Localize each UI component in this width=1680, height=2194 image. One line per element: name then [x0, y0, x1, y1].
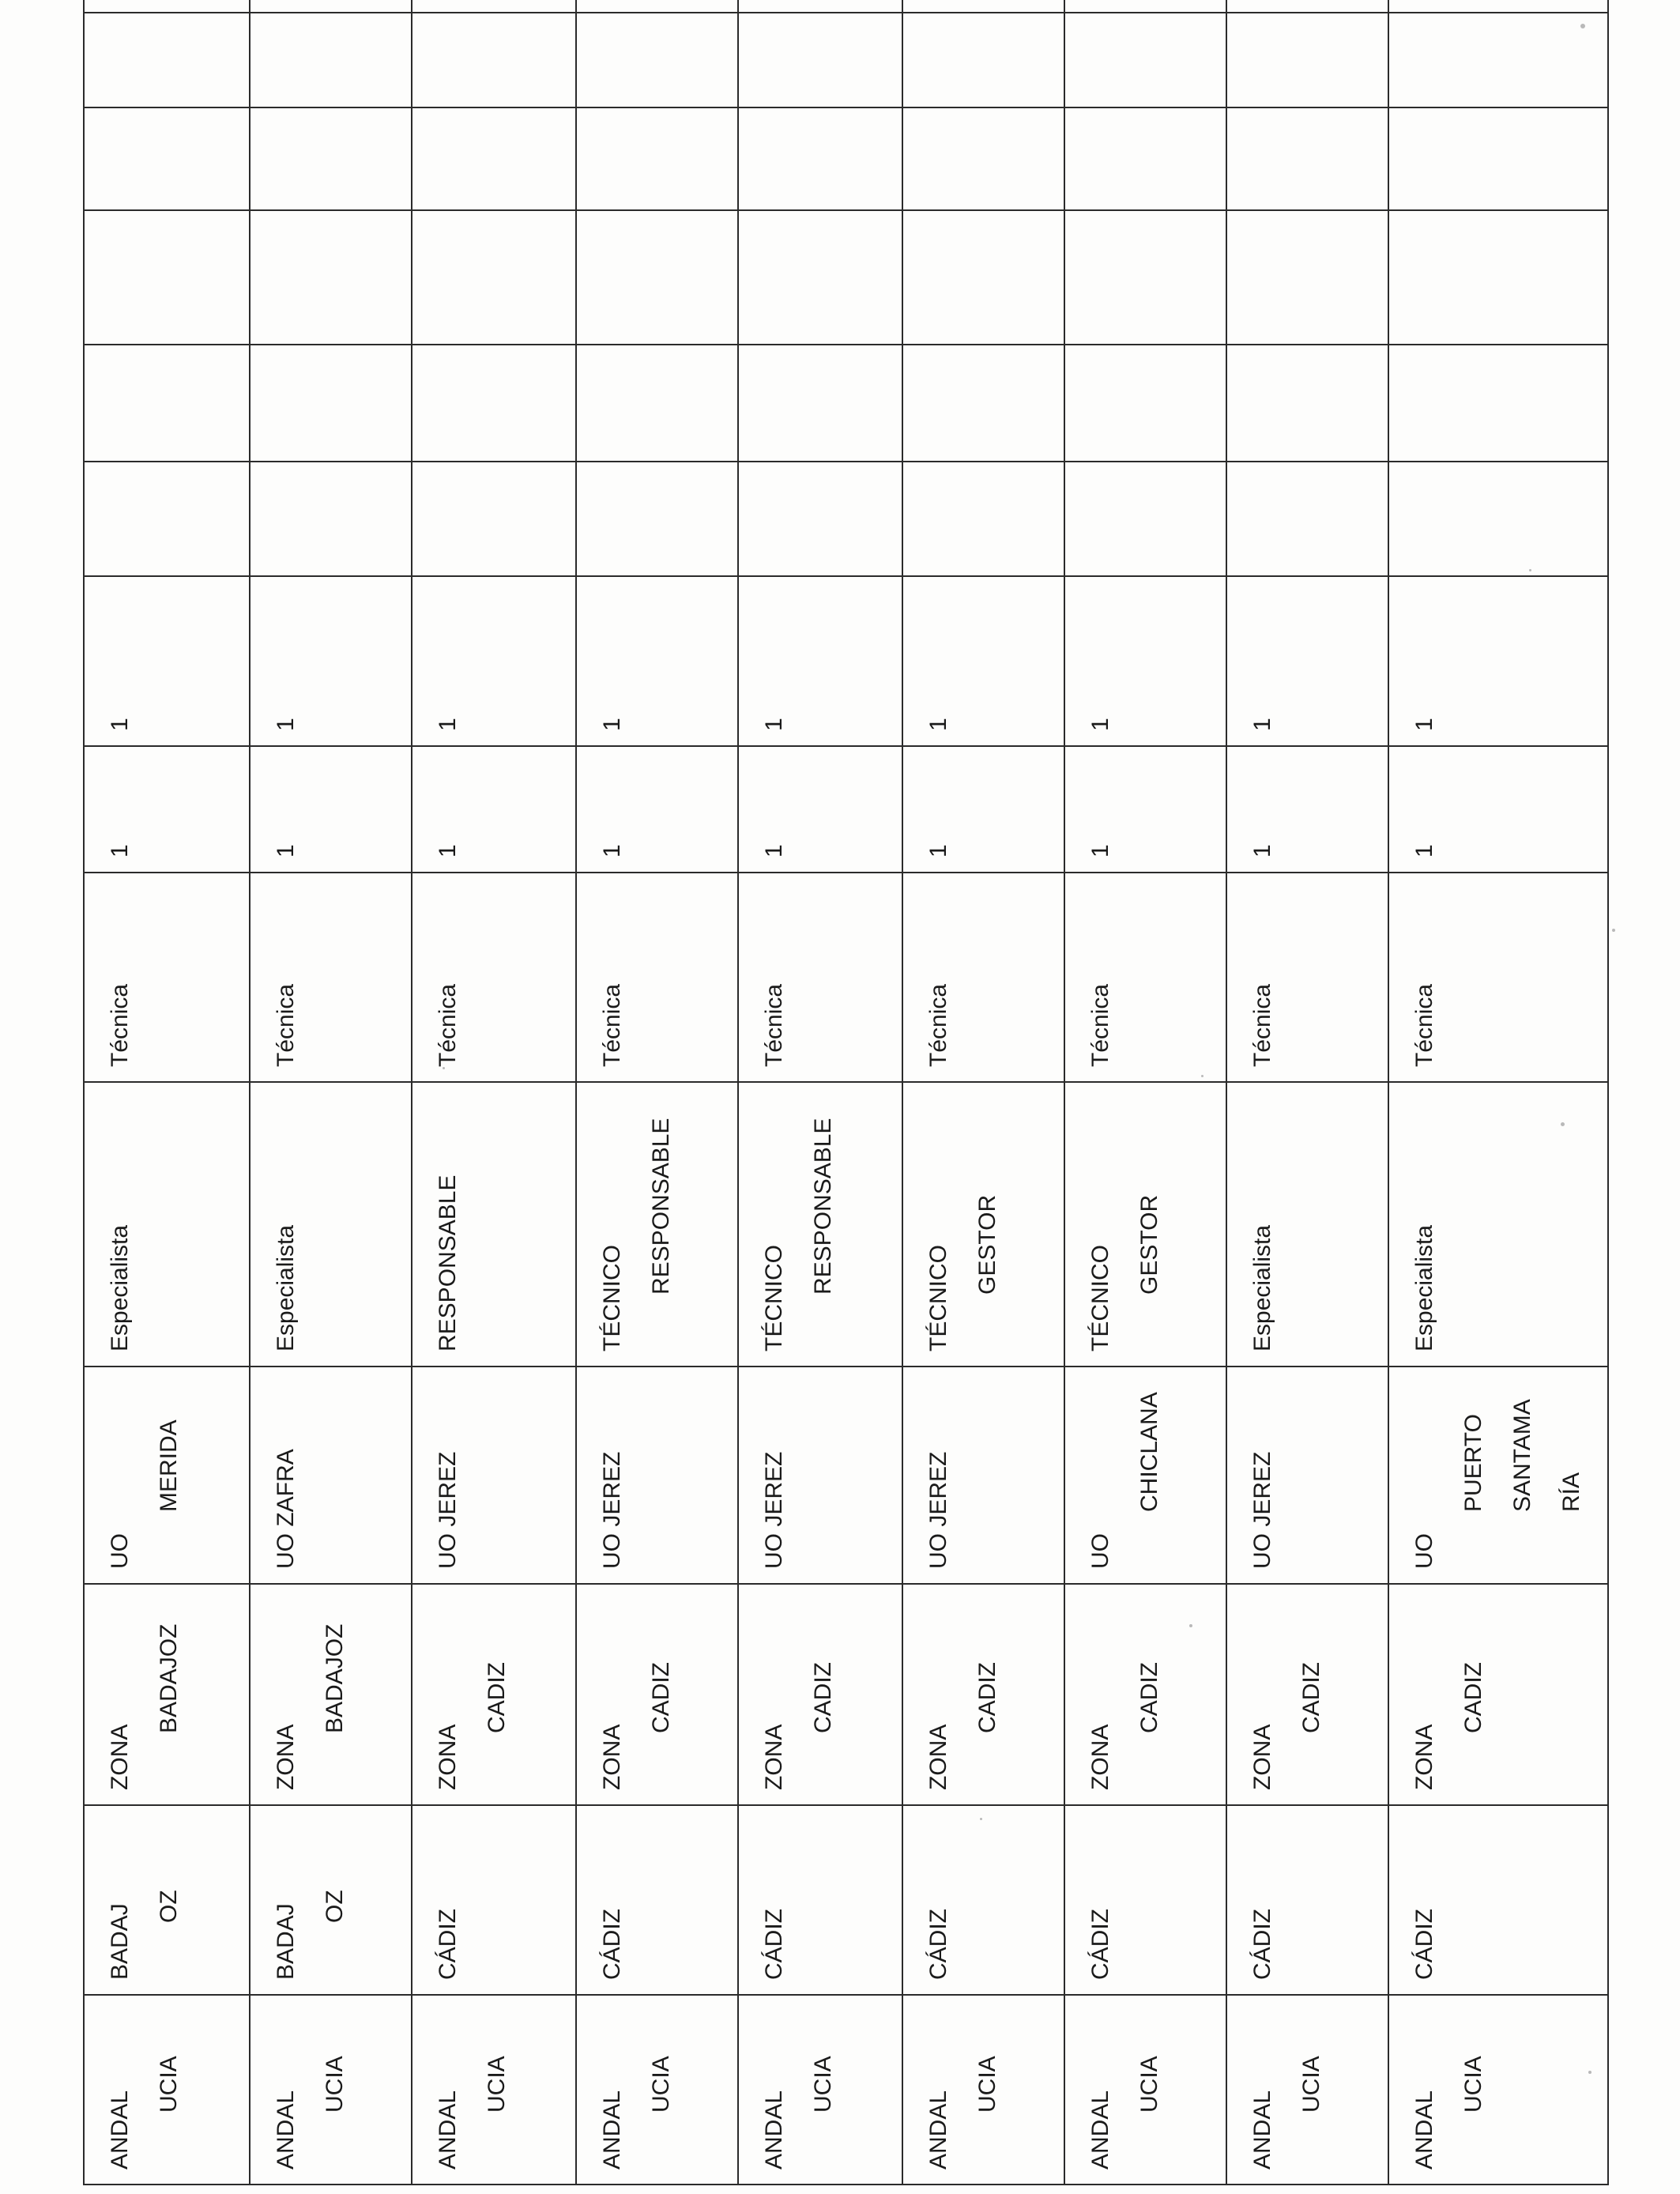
table-cell — [250, 576, 412, 746]
cell-text: UCIA — [322, 2056, 348, 2113]
cell-text: CÁDIZ — [1087, 1909, 1113, 1980]
cell-text: BADAJ — [273, 1903, 299, 1980]
cell-text: 1 — [273, 718, 299, 731]
table-cell — [1388, 873, 1608, 1082]
table-cell — [1388, 1584, 1608, 1805]
table-cell — [412, 210, 576, 345]
table-row — [84, 0, 250, 2185]
cell-text: CADIZ — [810, 1662, 836, 1733]
cell-text: CÁDIZ — [435, 1909, 461, 1980]
table-body — [84, 0, 1608, 2185]
table-cell — [902, 1367, 1064, 1584]
table-cell — [412, 576, 576, 746]
table-cell — [412, 0, 576, 13]
cell-text: 1 — [1087, 718, 1113, 731]
cell-text: Técnica — [273, 983, 299, 1067]
table-cell — [250, 746, 412, 873]
table-cell — [1388, 1995, 1608, 2185]
table-cell — [84, 1584, 250, 1805]
cell-text: UCIA — [974, 2056, 1000, 2113]
cell-text: UO — [1087, 1533, 1113, 1569]
table-cell — [576, 107, 738, 210]
table-cell — [412, 107, 576, 210]
table-cell — [738, 0, 902, 13]
cell-text: CADIZ — [1460, 1662, 1486, 1733]
scan-speck — [1189, 1624, 1192, 1627]
table-row — [576, 0, 738, 2185]
table-cell — [250, 210, 412, 345]
table-cell — [576, 1805, 738, 1995]
table-cell — [576, 1584, 738, 1805]
table-cell — [1064, 1995, 1226, 2185]
table-cell — [250, 873, 412, 1082]
table-cell — [412, 462, 576, 576]
table-cell — [250, 0, 412, 13]
cell-text: BADAJ — [107, 1903, 133, 1980]
table-cell — [738, 13, 902, 107]
table-cell — [902, 345, 1064, 462]
scan-speck — [1588, 2071, 1591, 2074]
table-row — [902, 0, 1064, 2185]
table-cell — [1226, 1082, 1388, 1367]
cell-text: ANDAL — [599, 2090, 625, 2169]
table-cell — [412, 873, 576, 1082]
cell-text: 1 — [599, 718, 625, 731]
table-cell — [250, 1584, 412, 1805]
table-cell — [412, 13, 576, 107]
cell-text: UO — [1411, 1533, 1437, 1569]
table-cell — [412, 1584, 576, 1805]
table-cell — [738, 576, 902, 746]
cell-text: BADAJOZ — [322, 1623, 348, 1733]
table-cell — [84, 345, 250, 462]
table-cell — [1388, 1805, 1608, 1995]
table-cell — [738, 873, 902, 1082]
cell-text: PUERTO — [1460, 1414, 1486, 1512]
table-cell — [1388, 0, 1608, 13]
cell-text: CÁDIZ — [925, 1909, 951, 1980]
cell-text: ANDAL — [107, 2090, 133, 2169]
cell-text: ZONA — [273, 1724, 299, 1790]
table-cell — [576, 13, 738, 107]
cell-text: BADAJOZ — [156, 1623, 182, 1733]
cell-text: Técnica — [599, 983, 625, 1067]
cell-text: Técnica — [925, 983, 951, 1067]
table-cell — [1388, 345, 1608, 462]
table-cell — [250, 1367, 412, 1584]
cell-text: GESTOR — [974, 1194, 1000, 1295]
cell-text: UCIA — [484, 2056, 510, 2113]
table-row — [738, 0, 902, 2185]
table-row — [1226, 0, 1388, 2185]
table-cell — [738, 1995, 902, 2185]
table-cell — [1064, 462, 1226, 576]
cell-text: RESPONSABLE — [648, 1118, 674, 1295]
cell-text: Técnica — [435, 983, 461, 1067]
table-cell — [412, 746, 576, 873]
cell-text: RÍA — [1558, 1472, 1584, 1512]
cell-text: ZONA — [925, 1724, 951, 1790]
cell-text: CADIZ — [1136, 1662, 1162, 1733]
table-cell — [902, 210, 1064, 345]
cell-text: ZONA — [1249, 1724, 1275, 1790]
cell-text: Técnica — [761, 983, 787, 1067]
cell-text: MERIDA — [156, 1419, 182, 1512]
cell-text: ANDAL — [925, 2090, 951, 2169]
table-cell — [84, 1995, 250, 2185]
table-cell — [576, 462, 738, 576]
cell-text: UCIA — [1136, 2056, 1162, 2113]
table-cell — [902, 1584, 1064, 1805]
cell-text: ANDAL — [1249, 2090, 1275, 2169]
table-cell — [1388, 1367, 1608, 1584]
table-cell — [576, 1082, 738, 1367]
cell-text: ZONA — [1087, 1724, 1113, 1790]
table-cell — [738, 462, 902, 576]
table-cell — [84, 107, 250, 210]
table-cell — [576, 873, 738, 1082]
cell-text: UCIA — [810, 2056, 836, 2113]
table-cell — [84, 210, 250, 345]
table-cell — [84, 1367, 250, 1584]
cell-text: UO JEREZ — [761, 1451, 787, 1569]
table-cell — [1064, 0, 1226, 13]
cell-text: ANDAL — [1087, 2090, 1113, 2169]
table-cell — [84, 873, 250, 1082]
table-cell — [738, 107, 902, 210]
table-cell — [1388, 107, 1608, 210]
cell-text: Especialista — [273, 1224, 299, 1351]
table-cell — [1226, 1367, 1388, 1584]
table-row — [412, 0, 576, 2185]
rotated-table-container — [83, 51, 1584, 2185]
data-table — [83, 0, 1609, 2185]
cell-text: 1 — [1087, 844, 1113, 858]
table-cell — [738, 210, 902, 345]
table-cell — [576, 1995, 738, 2185]
cell-text: CADIZ — [648, 1662, 674, 1733]
table-cell — [1388, 13, 1608, 107]
cell-text: CÁDIZ — [761, 1909, 787, 1980]
table-cell — [1226, 576, 1388, 746]
table-cell — [1226, 1584, 1388, 1805]
table-cell — [1226, 462, 1388, 576]
cell-text: Especialista — [107, 1224, 133, 1351]
table-cell — [1388, 746, 1608, 873]
table-cell — [902, 13, 1064, 107]
table-cell — [738, 1584, 902, 1805]
table-cell — [1064, 1805, 1226, 1995]
cell-text: CADIZ — [484, 1662, 510, 1733]
cell-text: OZ — [322, 1890, 348, 1923]
cell-text: OZ — [156, 1890, 182, 1923]
table-row — [1388, 0, 1608, 2185]
table-cell — [84, 0, 250, 13]
cell-text: GESTOR — [1136, 1194, 1162, 1295]
table-cell — [738, 746, 902, 873]
cell-text: UCIA — [648, 2056, 674, 2113]
cell-text: 1 — [1411, 718, 1437, 731]
scan-speck — [1201, 1075, 1203, 1077]
table-cell — [412, 1995, 576, 2185]
cell-text: ZONA — [1411, 1724, 1437, 1790]
table-cell — [738, 1082, 902, 1367]
cell-text: Especialista — [1249, 1224, 1275, 1351]
table-cell — [250, 1805, 412, 1995]
cell-text: ANDAL — [273, 2090, 299, 2169]
table-cell — [84, 462, 250, 576]
table-cell — [412, 1367, 576, 1584]
table-cell — [738, 1805, 902, 1995]
cell-text: 1 — [925, 844, 951, 858]
table-cell — [576, 576, 738, 746]
table-cell — [1226, 210, 1388, 345]
table-cell — [902, 107, 1064, 210]
cell-text: TÉCNICO — [599, 1245, 625, 1351]
cell-text: 1 — [761, 844, 787, 858]
table-cell — [84, 13, 250, 107]
cell-text: ANDAL — [761, 2090, 787, 2169]
cell-text: UO JEREZ — [925, 1451, 951, 1569]
table-cell — [1064, 1367, 1226, 1584]
cell-text: 1 — [107, 844, 133, 858]
table-cell — [902, 1082, 1064, 1367]
cell-text: UCIA — [156, 2056, 182, 2113]
cell-text: Técnica — [1087, 983, 1113, 1067]
cell-text: CADIZ — [1298, 1662, 1324, 1733]
cell-text: 1 — [273, 844, 299, 858]
cell-text: TÉCNICO — [925, 1245, 951, 1351]
table-cell — [902, 462, 1064, 576]
table-cell — [1064, 345, 1226, 462]
table-cell — [1064, 576, 1226, 746]
table-cell — [1226, 345, 1388, 462]
table-cell — [412, 1805, 576, 1995]
scan-speck — [1580, 24, 1585, 28]
cell-text: CHICLANA — [1136, 1392, 1162, 1512]
cell-text: 1 — [435, 844, 461, 858]
cell-text: Técnica — [1411, 983, 1437, 1067]
cell-text: 1 — [925, 718, 951, 731]
cell-text: CÁDIZ — [1411, 1909, 1437, 1980]
table-cell — [1064, 107, 1226, 210]
table-cell — [1226, 1995, 1388, 2185]
cell-text: UO — [107, 1533, 133, 1569]
cell-text: RESPONSABLE — [810, 1118, 836, 1295]
cell-text: UO JEREZ — [599, 1451, 625, 1569]
scan-speck — [1612, 929, 1615, 932]
table-cell — [1388, 1082, 1608, 1367]
cell-text: Técnica — [107, 983, 133, 1067]
table-cell — [412, 1082, 576, 1367]
table-cell — [576, 746, 738, 873]
cell-text: ZONA — [599, 1724, 625, 1790]
table-row — [1064, 0, 1226, 2185]
cell-text: ZONA — [761, 1724, 787, 1790]
cell-text: ZONA — [107, 1724, 133, 1790]
table-cell — [1226, 873, 1388, 1082]
cell-text: 1 — [435, 718, 461, 731]
table-cell — [250, 462, 412, 576]
table-cell — [576, 345, 738, 462]
table-cell — [1226, 1805, 1388, 1995]
cell-text: 1 — [107, 718, 133, 731]
cell-text: ANDAL — [435, 2090, 461, 2169]
table-cell — [84, 1805, 250, 1995]
scan-speck — [443, 1067, 445, 1069]
scan-speck — [980, 1818, 982, 1820]
cell-text: Especialista — [1411, 1224, 1437, 1351]
table-cell — [250, 1082, 412, 1367]
table-cell — [1226, 746, 1388, 873]
table-cell — [84, 576, 250, 746]
table-cell — [1064, 746, 1226, 873]
table-cell — [1064, 873, 1226, 1082]
table-cell — [902, 746, 1064, 873]
cell-text: 1 — [761, 718, 787, 731]
cell-text: ZONA — [435, 1724, 461, 1790]
scan-speck — [1529, 569, 1531, 571]
cell-text: CADIZ — [974, 1662, 1000, 1733]
table-cell — [902, 576, 1064, 746]
cell-text: 1 — [1249, 844, 1275, 858]
table-cell — [1064, 13, 1226, 107]
table-cell — [250, 345, 412, 462]
table-cell — [1226, 0, 1388, 13]
cell-text: TÉCNICO — [1087, 1245, 1113, 1351]
table-cell — [576, 210, 738, 345]
table-cell — [1064, 1584, 1226, 1805]
cell-text: UO JEREZ — [1249, 1451, 1275, 1569]
cell-text: TÉCNICO — [761, 1245, 787, 1351]
table-cell — [84, 1082, 250, 1367]
table-cell — [902, 1995, 1064, 2185]
cell-text: ANDAL — [1411, 2090, 1437, 2169]
table-row — [250, 0, 412, 2185]
cell-text: SANTAMA — [1509, 1399, 1535, 1512]
cell-text: UCIA — [1298, 2056, 1324, 2113]
table-cell — [1064, 1082, 1226, 1367]
cell-text: CÁDIZ — [599, 1909, 625, 1980]
table-cell — [1064, 210, 1226, 345]
table-cell — [902, 0, 1064, 13]
scan-speck — [1561, 1122, 1565, 1126]
table-cell — [1388, 210, 1608, 345]
table-cell — [250, 1995, 412, 2185]
table-cell — [902, 873, 1064, 1082]
table-cell — [1388, 462, 1608, 576]
table-cell — [576, 1367, 738, 1584]
cell-text: 1 — [1249, 718, 1275, 731]
table-cell — [250, 107, 412, 210]
cell-text: 1 — [1411, 844, 1437, 858]
cell-text: UCIA — [1460, 2056, 1486, 2113]
table-cell — [738, 345, 902, 462]
table-cell — [412, 345, 576, 462]
cell-text: UO ZAFRA — [273, 1449, 299, 1569]
cell-text: CÁDIZ — [1249, 1909, 1275, 1980]
table-cell — [902, 1805, 1064, 1995]
table-cell — [1226, 107, 1388, 210]
cell-text: RESPONSABLE — [435, 1174, 461, 1351]
table-cell — [250, 13, 412, 107]
cell-text: 1 — [599, 844, 625, 858]
cell-text: Técnica — [1249, 983, 1275, 1067]
table-cell — [1226, 13, 1388, 107]
table-cell — [738, 1367, 902, 1584]
table-cell — [576, 0, 738, 13]
cell-text: UO JEREZ — [435, 1451, 461, 1569]
table-cell — [1388, 576, 1608, 746]
table-cell — [84, 746, 250, 873]
